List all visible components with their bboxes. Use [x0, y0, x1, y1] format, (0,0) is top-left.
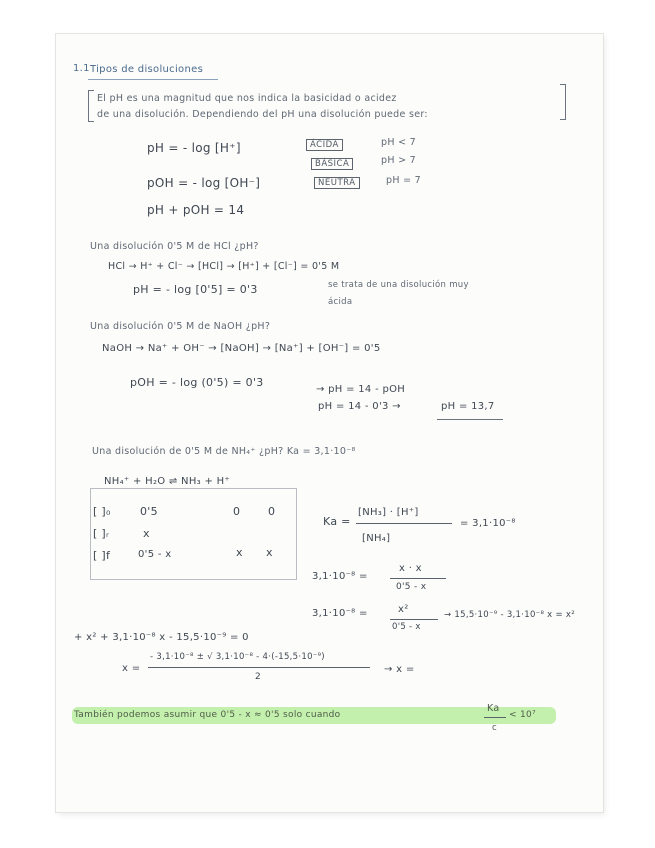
- conclusion-fraction-bar: [484, 717, 506, 718]
- example3-reaction: NH₄⁺ + H₂O ⇌ NH₃ + H⁺: [104, 476, 231, 487]
- ka-value: = 3,1·10⁻⁸: [460, 518, 516, 529]
- ice-row-initial-c2: 0: [233, 505, 241, 518]
- section-title: Tipos de disoluciones: [90, 64, 204, 75]
- conclusion-frac-numerator: Ka: [487, 703, 500, 714]
- conclusion-tail: < 10⁷: [509, 710, 536, 720]
- eq1-numerator: x · x: [399, 563, 422, 574]
- example2-reaction: NaOH → Na⁺ + OH⁻ → [NaOH] → [Na⁺] + [OH⁻] = 0'5: [102, 343, 381, 354]
- solution-fraction-bar: [148, 667, 370, 668]
- eq1-lhs: 3,1·10⁻⁸ =: [312, 571, 368, 582]
- ice-row-reacts-label: [ ]ᵣ: [93, 527, 110, 540]
- ice-row-final-label: [ ]f: [93, 549, 111, 562]
- example3-question: Una disolución de 0'5 M de NH₄⁺ ¿pH? Ka = 3,1·10⁻⁸: [92, 446, 356, 457]
- ice-row-final-c1: 0'5 - x: [138, 549, 172, 560]
- solution-lhs: x =: [122, 663, 141, 674]
- solution-numerator: - 3,1·10⁻⁸ ± √ 3,1·10⁻⁸ - 4·(-15,5·10⁻⁹): [150, 652, 325, 662]
- eq2-rhs: → 15,5·10⁻⁹ - 3,1·10⁻⁸ x = x²: [444, 610, 575, 620]
- left-bracket: [88, 90, 94, 122]
- intro-line-2: de una disolución. Dependiendo del pH una disolución puede ser:: [97, 109, 428, 120]
- example1-reaction: HCl → H⁺ + Cl⁻ → [HCl] → [H⁺] + [Cl⁻] = 0'5 M: [108, 261, 340, 272]
- type-basic-condition: pH > 7: [381, 155, 417, 166]
- ice-row-initial-c1: 0'5: [140, 505, 158, 518]
- eq2-numerator: x²: [398, 604, 409, 615]
- poh-formula: pOH = - log [OH⁻]: [147, 176, 261, 190]
- type-acid-condition: pH < 7: [381, 137, 417, 148]
- example2-calc: pOH = - log (0'5) = 0'3: [130, 376, 264, 389]
- example2-question: Una disolución 0'5 M de NaOH ¿pH?: [90, 321, 271, 332]
- ice-row-initial-label: [ ]₀: [93, 505, 111, 518]
- ice-row-final-c3: x: [266, 546, 273, 559]
- section-number: 1.1: [73, 63, 90, 74]
- quadratic-equation: + x² + 3,1·10⁻⁸ x - 15,5·10⁻⁹ = 0: [74, 632, 249, 643]
- example2-step-2: pH = 14 - 0'3 →: [318, 401, 401, 412]
- solution-rhs: → x =: [384, 664, 415, 675]
- type-acid-label: ÁCIDA: [306, 139, 343, 151]
- example1-note-2: ácida: [328, 297, 353, 307]
- solution-denominator: 2: [255, 672, 262, 682]
- example1-calc: pH = - log [0'5] = 0'3: [133, 283, 258, 296]
- ph-poh-sum: pH + pOH = 14: [147, 203, 245, 217]
- eq2-denominator: 0'5 - x: [392, 622, 421, 632]
- conclusion-text: También podemos asumir que 0'5 - x ≈ 0'5 solo cuando: [74, 710, 341, 720]
- ka-label: Ka =: [323, 515, 351, 528]
- right-bracket: [560, 84, 566, 120]
- ice-row-reacts-c1: x: [143, 527, 150, 540]
- eq2-fraction-bar: [390, 619, 438, 620]
- example1-question: Una disolución 0'5 M de HCl ¿pH?: [90, 241, 259, 252]
- eq1-fraction-bar: [390, 578, 446, 579]
- ka-numerator: [NH₃] · [H⁺]: [358, 507, 419, 518]
- eq2-lhs: 3,1·10⁻⁸ =: [312, 608, 368, 619]
- example2-result: pH = 13,7: [441, 401, 495, 412]
- intro-line-1: El pH es una magnitud que nos indica la basicidad o acidez: [97, 93, 397, 104]
- type-neutral-label: NEUTRA: [314, 177, 360, 189]
- ka-denominator: [NH₄]: [362, 533, 391, 544]
- ice-table: [90, 488, 297, 580]
- example1-note-1: se trata de una disolución muy: [328, 280, 469, 290]
- ka-fraction-bar: [356, 523, 452, 524]
- ice-row-initial-c3: 0: [268, 505, 276, 518]
- type-neutral-condition: pH = 7: [386, 175, 422, 186]
- result-underline: [437, 419, 503, 420]
- ice-row-final-c2: x: [236, 546, 243, 559]
- type-basic-label: BÁSICA: [311, 158, 353, 170]
- conclusion-frac-denominator: c: [492, 723, 497, 733]
- ph-formula: pH = - log [H⁺]: [147, 141, 241, 155]
- title-underline: [88, 79, 218, 80]
- example2-step-1: → pH = 14 - pOH: [316, 384, 406, 395]
- eq1-denominator: 0'5 - x: [396, 582, 427, 592]
